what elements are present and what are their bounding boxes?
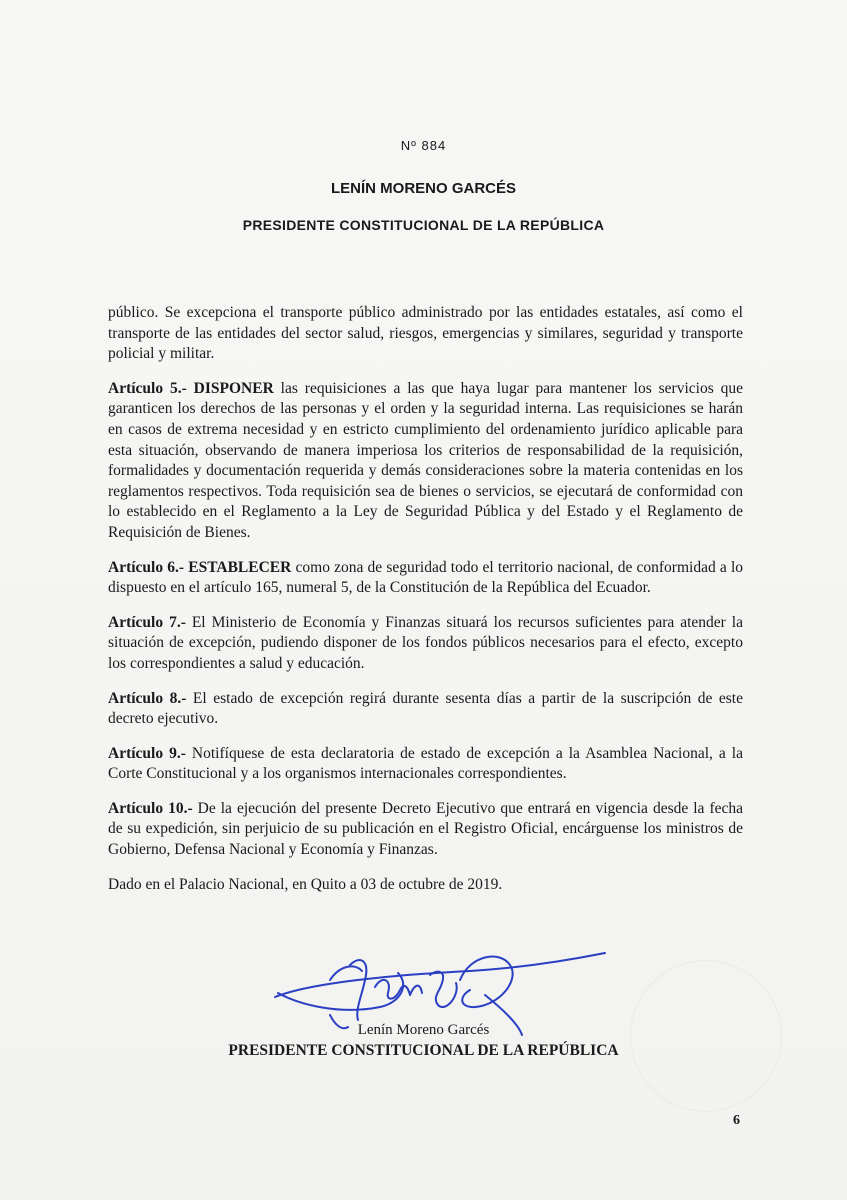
signatory-name: Lenín Moreno Garcés (357, 1022, 490, 1038)
article-5-text: las requisiciones a las que haya lugar para mantener los servicios que garanticen los derechos de las personas y el orden y la seguridad interna. Las requisiciones se harán en casos de extrema necesidad y en estricto cumplimiento del ordenamiento jurídico aplicable para esta situación, observando de manera imperiosa los criterios de responsabilidad de la requisición, formalidades y documentación requerida y demás consideraciones sobre la materia contenidas en los reglamentos respectivos. Toda requisición sea de bienes o servicios, se ejecutará de conformidad con lo establecido en el Reglamento a la Ley de Seguridad Pública y del Estado y el Reglamento de Requisición de Bienes. (108, 379, 743, 541)
article-8-lead: Artículo 8.- (108, 689, 187, 707)
article-7-text: El Ministerio de Economía y Finanzas situará los recursos suficientes para atender la situación de excepción, pudiendo disponer de los fondos públicos necesarios para el efecto, excepto los correspondientes a salud y educación. (108, 613, 743, 672)
article-8 (108, 689, 743, 730)
header-title: PRESIDENTE CONSTITUCIONAL DE LA REPÚBLICA (242, 217, 605, 233)
article-7 (108, 613, 743, 675)
signatory-title: PRESIDENTE CONSTITUCIONAL DE LA REPÚBLICA (228, 1042, 619, 1059)
article-10-text: De la ejecución del presente Decreto Ejecutivo que entrará en vigencia desde la fecha de su expedición, sin perjuicio de su publicación en el Registro Oficial, encárguense los ministros de Gobierno, Defensa Nacional y Economía y Finanzas. (108, 799, 743, 859)
article-10-lead: Artículo 10.- (108, 799, 193, 817)
article-8-text: El estado de excepción regirá durante sesenta días a partir de la suscripción de este decreto ejecutivo. (108, 689, 743, 728)
article-6-lead: Artículo 6.- ESTABLECER (108, 558, 292, 576)
article-5-lead: Artículo 5.- DISPONER (108, 379, 274, 397)
page-number: 6 (733, 1113, 740, 1128)
article-9 (108, 744, 743, 785)
document-body (108, 303, 743, 909)
article-5 (108, 379, 743, 544)
article-9-lead: Artículo 9.- (108, 744, 186, 762)
article-7-lead: Artículo 7.- (108, 613, 186, 631)
article-6-text: como zona de seguridad todo el territorio nacional, de conformidad a lo dispuesto en el artículo 165, numeral 5, de la Constitución de la República del Ecuador. (108, 558, 743, 597)
header-name: LENÍN MORENO GARCÉS (330, 180, 516, 197)
article-6 (108, 558, 743, 599)
paragraph-0: público. Se excepciona el transporte público administrado por las entidades estatales, así como el transporte de las entidades del sector salud, riesgos, emergencias y similares, seguridad y transporte policial y militar. (108, 304, 743, 363)
date-line: Dado en el Palacio Nacional, en Quito a 03 de octubre de 2019. (108, 875, 503, 893)
article-9-text: Notifíquese de esta declaratoria de estado de excepción a la Asamblea Nacional, a la Corte Constitucional y a los organismos internacionales correspondientes. (108, 744, 743, 783)
decree-number: Nº 884 (400, 138, 447, 153)
article-10 (108, 799, 743, 861)
